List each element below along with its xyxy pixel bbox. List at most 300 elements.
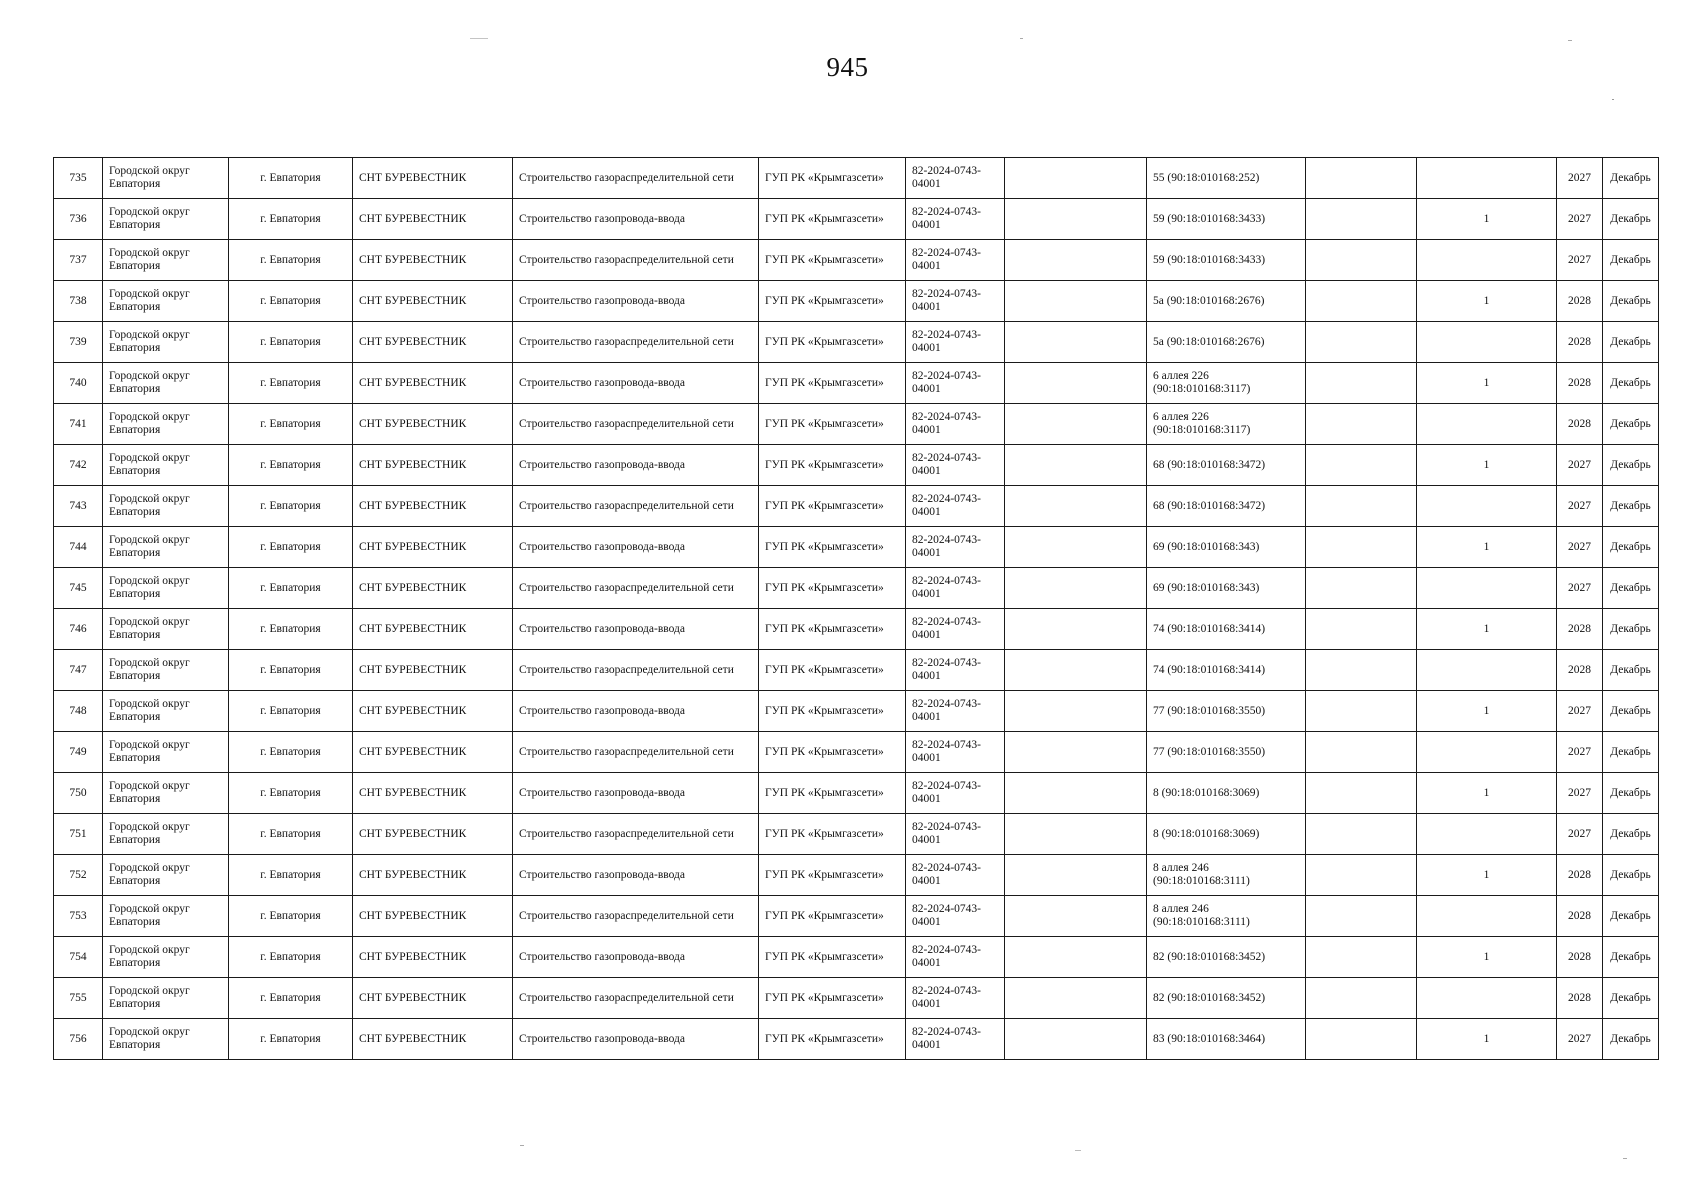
snt-name: СНТ БУРЕВЕСТНИК [353, 937, 513, 978]
row-number: 755 [54, 978, 103, 1019]
district-name: Городской округ Евпатория [103, 691, 229, 732]
snt-name: СНТ БУРЕВЕСТНИК [353, 322, 513, 363]
year: 2028 [1557, 896, 1603, 937]
district-name: Городской округ Евпатория [103, 445, 229, 486]
quantity: 1 [1417, 937, 1557, 978]
program-code: 82-2024-0743-04001 [906, 404, 1005, 445]
district-name: Городской округ Евпатория [103, 609, 229, 650]
empty-cell [1005, 363, 1147, 404]
empty-cell [1005, 281, 1147, 322]
program-code: 82-2024-0743-04001 [906, 978, 1005, 1019]
program-code: 82-2024-0743-04001 [906, 363, 1005, 404]
work-type: Строительство газораспределительной сети [513, 732, 759, 773]
organization: ГУП РК «Крымгазсети» [759, 199, 906, 240]
quantity [1417, 650, 1557, 691]
object-address: 6 аллея 226 (90:18:010168:3117) [1147, 404, 1306, 445]
work-type: Строительство газораспределительной сети [513, 978, 759, 1019]
table-row [54, 158, 1659, 199]
month: Декабрь [1603, 322, 1659, 363]
program-code: 82-2024-0743-04001 [906, 814, 1005, 855]
empty-cell [1306, 445, 1417, 486]
organization: ГУП РК «Крымгазсети» [759, 937, 906, 978]
month: Декабрь [1603, 855, 1659, 896]
row-number: 754 [54, 937, 103, 978]
work-type: Строительство газопровода-ввода [513, 445, 759, 486]
empty-cell [1005, 445, 1147, 486]
snt-name: СНТ БУРЕВЕСТНИК [353, 568, 513, 609]
table-row [54, 568, 1659, 609]
empty-cell [1306, 199, 1417, 240]
empty-cell [1005, 814, 1147, 855]
object-address: 59 (90:18:010168:3433) [1147, 199, 1306, 240]
empty-cell [1005, 158, 1147, 199]
table-row [54, 896, 1659, 937]
empty-cell [1306, 322, 1417, 363]
snt-name: СНТ БУРЕВЕСТНИК [353, 404, 513, 445]
program-code: 82-2024-0743-04001 [906, 691, 1005, 732]
row-number: 735 [54, 158, 103, 199]
empty-cell [1306, 732, 1417, 773]
table-row [54, 527, 1659, 568]
table-row [54, 650, 1659, 691]
work-type: Строительство газораспределительной сети [513, 240, 759, 281]
city-name: г. Евпатория [229, 158, 353, 199]
year: 2027 [1557, 1019, 1603, 1060]
month: Декабрь [1603, 486, 1659, 527]
city-name: г. Евпатория [229, 322, 353, 363]
city-name: г. Евпатория [229, 281, 353, 322]
organization: ГУП РК «Крымгазсети» [759, 240, 906, 281]
program-code: 82-2024-0743-04001 [906, 445, 1005, 486]
row-number: 739 [54, 322, 103, 363]
organization: ГУП РК «Крымгазсети» [759, 855, 906, 896]
organization: ГУП РК «Крымгазсети» [759, 1019, 906, 1060]
district-name: Городской округ Евпатория [103, 240, 229, 281]
snt-name: СНТ БУРЕВЕСТНИК [353, 281, 513, 322]
empty-cell [1005, 322, 1147, 363]
month: Декабрь [1603, 896, 1659, 937]
table-row [54, 732, 1659, 773]
city-name: г. Евпатория [229, 691, 353, 732]
snt-name: СНТ БУРЕВЕСТНИК [353, 363, 513, 404]
month: Декабрь [1603, 978, 1659, 1019]
quantity: 1 [1417, 363, 1557, 404]
organization: ГУП РК «Крымгазсети» [759, 404, 906, 445]
object-address: 5а (90:18:010168:2676) [1147, 281, 1306, 322]
program-code: 82-2024-0743-04001 [906, 568, 1005, 609]
scan-speck [1568, 40, 1572, 41]
object-address: 8 (90:18:010168:3069) [1147, 773, 1306, 814]
program-code: 82-2024-0743-04001 [906, 609, 1005, 650]
month: Декабрь [1603, 568, 1659, 609]
object-address: 6 аллея 226 (90:18:010168:3117) [1147, 363, 1306, 404]
object-address: 5а (90:18:010168:2676) [1147, 322, 1306, 363]
program-code: 82-2024-0743-04001 [906, 1019, 1005, 1060]
empty-cell [1306, 896, 1417, 937]
empty-cell [1306, 978, 1417, 1019]
month: Декабрь [1603, 609, 1659, 650]
month: Декабрь [1603, 158, 1659, 199]
city-name: г. Евпатория [229, 609, 353, 650]
year: 2027 [1557, 691, 1603, 732]
city-name: г. Евпатория [229, 199, 353, 240]
object-address: 8 аллея 246 (90:18:010168:3111) [1147, 855, 1306, 896]
snt-name: СНТ БУРЕВЕСТНИК [353, 650, 513, 691]
quantity [1417, 814, 1557, 855]
scan-speck [1020, 38, 1023, 39]
quantity: 1 [1417, 691, 1557, 732]
quantity: 1 [1417, 1019, 1557, 1060]
table-row [54, 486, 1659, 527]
district-name: Городской округ Евпатория [103, 199, 229, 240]
work-type: Строительство газораспределительной сети [513, 158, 759, 199]
empty-cell [1306, 486, 1417, 527]
quantity: 1 [1417, 855, 1557, 896]
year: 2027 [1557, 773, 1603, 814]
city-name: г. Евпатория [229, 855, 353, 896]
organization: ГУП РК «Крымгазсети» [759, 486, 906, 527]
table-row [54, 814, 1659, 855]
object-address: 77 (90:18:010168:3550) [1147, 732, 1306, 773]
empty-cell [1005, 240, 1147, 281]
city-name: г. Евпатория [229, 240, 353, 281]
object-address: 59 (90:18:010168:3433) [1147, 240, 1306, 281]
snt-name: СНТ БУРЕВЕСТНИК [353, 158, 513, 199]
object-address: 8 (90:18:010168:3069) [1147, 814, 1306, 855]
row-number: 750 [54, 773, 103, 814]
program-code: 82-2024-0743-04001 [906, 281, 1005, 322]
object-address: 69 (90:18:010168:343) [1147, 527, 1306, 568]
snt-name: СНТ БУРЕВЕСТНИК [353, 691, 513, 732]
quantity [1417, 322, 1557, 363]
year: 2027 [1557, 486, 1603, 527]
month: Декабрь [1603, 199, 1659, 240]
program-code: 82-2024-0743-04001 [906, 486, 1005, 527]
month: Декабрь [1603, 281, 1659, 322]
work-type: Строительство газопровода-ввода [513, 527, 759, 568]
quantity: 1 [1417, 773, 1557, 814]
snt-name: СНТ БУРЕВЕСТНИК [353, 855, 513, 896]
empty-cell [1306, 773, 1417, 814]
program-code: 82-2024-0743-04001 [906, 896, 1005, 937]
snt-name: СНТ БУРЕВЕСТНИК [353, 199, 513, 240]
object-address: 77 (90:18:010168:3550) [1147, 691, 1306, 732]
row-number: 747 [54, 650, 103, 691]
year: 2027 [1557, 240, 1603, 281]
year: 2028 [1557, 937, 1603, 978]
table-row [54, 281, 1659, 322]
city-name: г. Евпатория [229, 732, 353, 773]
empty-cell [1005, 1019, 1147, 1060]
year: 2028 [1557, 609, 1603, 650]
district-name: Городской округ Евпатория [103, 732, 229, 773]
district-name: Городской округ Евпатория [103, 937, 229, 978]
month: Декабрь [1603, 363, 1659, 404]
year: 2028 [1557, 363, 1603, 404]
organization: ГУП РК «Крымгазсети» [759, 609, 906, 650]
table-row [54, 855, 1659, 896]
object-address: 68 (90:18:010168:3472) [1147, 445, 1306, 486]
organization: ГУП РК «Крымгазсети» [759, 568, 906, 609]
row-number: 743 [54, 486, 103, 527]
quantity [1417, 486, 1557, 527]
organization: ГУП РК «Крымгазсети» [759, 158, 906, 199]
row-number: 742 [54, 445, 103, 486]
page-number: 945 [826, 52, 869, 82]
year: 2028 [1557, 855, 1603, 896]
organization: ГУП РК «Крымгазсети» [759, 773, 906, 814]
program-code: 82-2024-0743-04001 [906, 732, 1005, 773]
quantity [1417, 158, 1557, 199]
scan-speck [1623, 1158, 1627, 1159]
empty-cell [1005, 568, 1147, 609]
work-type: Строительство газопровода-ввода [513, 691, 759, 732]
snt-name: СНТ БУРЕВЕСТНИК [353, 486, 513, 527]
district-name: Городской округ Евпатория [103, 978, 229, 1019]
empty-cell [1005, 650, 1147, 691]
month: Декабрь [1603, 814, 1659, 855]
object-address: 68 (90:18:010168:3472) [1147, 486, 1306, 527]
row-number: 738 [54, 281, 103, 322]
month: Декабрь [1603, 527, 1659, 568]
month: Декабрь [1603, 732, 1659, 773]
district-name: Городской округ Евпатория [103, 773, 229, 814]
work-type: Строительство газораспределительной сети [513, 322, 759, 363]
empty-cell [1005, 773, 1147, 814]
program-code: 82-2024-0743-04001 [906, 199, 1005, 240]
empty-cell [1306, 404, 1417, 445]
empty-cell [1306, 609, 1417, 650]
work-type: Строительство газопровода-ввода [513, 199, 759, 240]
city-name: г. Евпатория [229, 404, 353, 445]
row-number: 751 [54, 814, 103, 855]
month: Декабрь [1603, 691, 1659, 732]
snt-name: СНТ БУРЕВЕСТНИК [353, 609, 513, 650]
quantity [1417, 896, 1557, 937]
object-address: 83 (90:18:010168:3464) [1147, 1019, 1306, 1060]
row-number: 740 [54, 363, 103, 404]
work-type: Строительство газопровода-ввода [513, 773, 759, 814]
snt-name: СНТ БУРЕВЕСТНИК [353, 527, 513, 568]
empty-cell [1306, 281, 1417, 322]
object-address: 74 (90:18:010168:3414) [1147, 650, 1306, 691]
row-number: 736 [54, 199, 103, 240]
table-row [54, 363, 1659, 404]
organization: ГУП РК «Крымгазсети» [759, 527, 906, 568]
year: 2028 [1557, 281, 1603, 322]
empty-cell [1005, 937, 1147, 978]
work-type: Строительство газораспределительной сети [513, 896, 759, 937]
work-type: Строительство газопровода-ввода [513, 1019, 759, 1060]
empty-cell [1005, 404, 1147, 445]
work-type: Строительство газораспределительной сети [513, 404, 759, 445]
year: 2028 [1557, 978, 1603, 1019]
empty-cell [1005, 609, 1147, 650]
work-type: Строительство газораспределительной сети [513, 814, 759, 855]
organization: ГУП РК «Крымгазсети» [759, 978, 906, 1019]
snt-name: СНТ БУРЕВЕСТНИК [353, 773, 513, 814]
district-name: Городской округ Евпатория [103, 486, 229, 527]
snt-name: СНТ БУРЕВЕСТНИК [353, 978, 513, 1019]
quantity: 1 [1417, 609, 1557, 650]
work-type: Строительство газопровода-ввода [513, 609, 759, 650]
year: 2027 [1557, 568, 1603, 609]
month: Декабрь [1603, 937, 1659, 978]
city-name: г. Евпатория [229, 896, 353, 937]
row-number: 752 [54, 855, 103, 896]
table-row [54, 773, 1659, 814]
row-number: 745 [54, 568, 103, 609]
city-name: г. Евпатория [229, 445, 353, 486]
row-number: 748 [54, 691, 103, 732]
empty-cell [1005, 486, 1147, 527]
table-body [54, 158, 1659, 1060]
table-row [54, 322, 1659, 363]
year: 2028 [1557, 404, 1603, 445]
district-name: Городской округ Евпатория [103, 158, 229, 199]
organization: ГУП РК «Крымгазсети» [759, 732, 906, 773]
year: 2027 [1557, 814, 1603, 855]
year: 2027 [1557, 527, 1603, 568]
district-name: Городской округ Евпатория [103, 404, 229, 445]
row-number: 746 [54, 609, 103, 650]
row-number: 753 [54, 896, 103, 937]
empty-cell [1306, 240, 1417, 281]
empty-cell [1005, 732, 1147, 773]
object-address: 82 (90:18:010168:3452) [1147, 937, 1306, 978]
organization: ГУП РК «Крымгазсети» [759, 281, 906, 322]
year: 2027 [1557, 158, 1603, 199]
program-code: 82-2024-0743-04001 [906, 855, 1005, 896]
organization: ГУП РК «Крымгазсети» [759, 650, 906, 691]
organization: ГУП РК «Крымгазсети» [759, 814, 906, 855]
city-name: г. Евпатория [229, 486, 353, 527]
work-type: Строительство газопровода-ввода [513, 363, 759, 404]
district-name: Городской округ Евпатория [103, 322, 229, 363]
empty-cell [1306, 568, 1417, 609]
work-type: Строительство газопровода-ввода [513, 937, 759, 978]
district-name: Городской округ Евпатория [103, 650, 229, 691]
quantity [1417, 732, 1557, 773]
empty-cell [1005, 896, 1147, 937]
program-code: 82-2024-0743-04001 [906, 937, 1005, 978]
quantity: 1 [1417, 527, 1557, 568]
program-code: 82-2024-0743-04001 [906, 650, 1005, 691]
district-name: Городской округ Евпатория [103, 855, 229, 896]
program-code: 82-2024-0743-04001 [906, 322, 1005, 363]
table-row [54, 978, 1659, 1019]
district-name: Городской округ Евпатория [103, 527, 229, 568]
object-address: 82 (90:18:010168:3452) [1147, 978, 1306, 1019]
scan-speck [1075, 1150, 1081, 1151]
work-type: Строительство газораспределительной сети [513, 650, 759, 691]
scan-speck [1612, 99, 1614, 100]
empty-cell [1306, 855, 1417, 896]
empty-cell [1306, 363, 1417, 404]
district-name: Городской округ Евпатория [103, 814, 229, 855]
empty-cell [1306, 814, 1417, 855]
snt-name: СНТ БУРЕВЕСТНИК [353, 732, 513, 773]
quantity [1417, 240, 1557, 281]
gasification-register-table [53, 157, 1659, 1060]
scan-speck [520, 1145, 524, 1146]
quantity: 1 [1417, 199, 1557, 240]
work-type: Строительство газопровода-ввода [513, 281, 759, 322]
city-name: г. Евпатория [229, 527, 353, 568]
object-address: 69 (90:18:010168:343) [1147, 568, 1306, 609]
city-name: г. Евпатория [229, 978, 353, 1019]
month: Декабрь [1603, 404, 1659, 445]
table-row [54, 609, 1659, 650]
district-name: Городской округ Евпатория [103, 281, 229, 322]
snt-name: СНТ БУРЕВЕСТНИК [353, 814, 513, 855]
month: Декабрь [1603, 240, 1659, 281]
table-row [54, 199, 1659, 240]
empty-cell [1306, 158, 1417, 199]
organization: ГУП РК «Крымгазсети» [759, 445, 906, 486]
organization: ГУП РК «Крымгазсети» [759, 363, 906, 404]
table-row [54, 691, 1659, 732]
empty-cell [1306, 650, 1417, 691]
table-row [54, 1019, 1659, 1060]
month: Декабрь [1603, 773, 1659, 814]
city-name: г. Евпатория [229, 814, 353, 855]
program-code: 82-2024-0743-04001 [906, 527, 1005, 568]
month: Декабрь [1603, 650, 1659, 691]
empty-cell [1005, 527, 1147, 568]
year: 2027 [1557, 732, 1603, 773]
year: 2027 [1557, 199, 1603, 240]
program-code: 82-2024-0743-04001 [906, 773, 1005, 814]
month: Декабрь [1603, 445, 1659, 486]
table-row [54, 240, 1659, 281]
empty-cell [1005, 199, 1147, 240]
empty-cell [1306, 691, 1417, 732]
snt-name: СНТ БУРЕВЕСТНИК [353, 1019, 513, 1060]
city-name: г. Евпатория [229, 937, 353, 978]
month: Декабрь [1603, 1019, 1659, 1060]
object-address: 74 (90:18:010168:3414) [1147, 609, 1306, 650]
row-number: 756 [54, 1019, 103, 1060]
organization: ГУП РК «Крымгазсети» [759, 691, 906, 732]
organization: ГУП РК «Крымгазсети» [759, 322, 906, 363]
work-type: Строительство газораспределительной сети [513, 568, 759, 609]
snt-name: СНТ БУРЕВЕСТНИК [353, 240, 513, 281]
district-name: Городской округ Евпатория [103, 363, 229, 404]
table-row [54, 404, 1659, 445]
city-name: г. Евпатория [229, 363, 353, 404]
district-name: Городской округ Евпатория [103, 896, 229, 937]
table-row [54, 937, 1659, 978]
row-number: 744 [54, 527, 103, 568]
row-number: 741 [54, 404, 103, 445]
city-name: г. Евпатория [229, 568, 353, 609]
object-address: 55 (90:18:010168:252) [1147, 158, 1306, 199]
year: 2028 [1557, 322, 1603, 363]
row-number: 737 [54, 240, 103, 281]
empty-cell [1005, 855, 1147, 896]
work-type: Строительство газопровода-ввода [513, 855, 759, 896]
empty-cell [1005, 691, 1147, 732]
object-address: 8 аллея 246 (90:18:010168:3111) [1147, 896, 1306, 937]
scan-speck [470, 38, 488, 39]
year: 2028 [1557, 650, 1603, 691]
quantity: 1 [1417, 281, 1557, 322]
table-row [54, 445, 1659, 486]
city-name: г. Евпатория [229, 650, 353, 691]
empty-cell [1306, 527, 1417, 568]
empty-cell [1005, 978, 1147, 1019]
